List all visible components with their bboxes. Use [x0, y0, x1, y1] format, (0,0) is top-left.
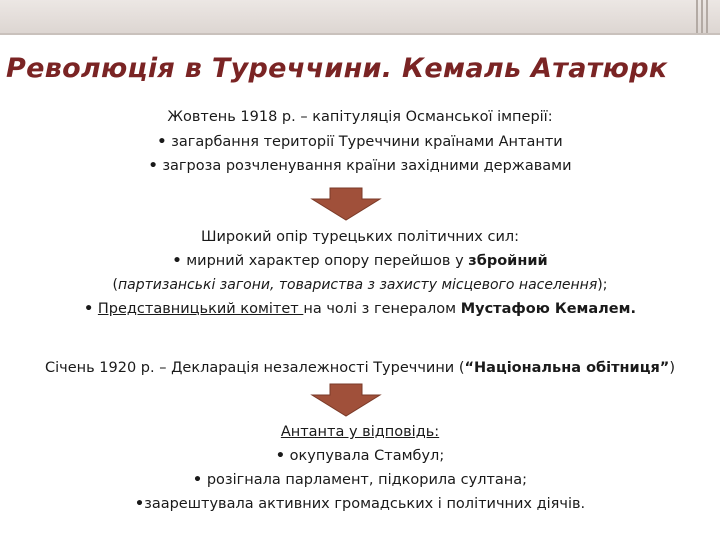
block2-parenthetical-text: партизанські загони, товариства з захисту місцевого населення [118, 277, 598, 293]
block4-item3 [0, 495, 720, 514]
paren-close: ); [597, 277, 608, 293]
slide-header-bar [0, 0, 720, 33]
block1-item2-post: країни західними державами [341, 158, 572, 174]
block2-item1-emphasis: збройний [468, 253, 548, 269]
block2-parenthetical [0, 276, 720, 295]
entente-response-link[interactable]: Антанта у відповідь: [280, 424, 440, 440]
block1-item1 [0, 133, 720, 152]
down-arrow-icon [310, 383, 382, 417]
block2-heading [0, 228, 720, 247]
header-decoration-line [706, 0, 708, 33]
block1-heading-text: Жовтень 1918 р. – капітуляція Османської імперії: [167, 109, 553, 125]
slide-title: Революція в Туреччини. Кемаль Ататюрк [6, 53, 668, 84]
header-decoration-line [696, 0, 698, 33]
block4-item3-text: заарештувала активних громадських і політичних діячів. [144, 496, 586, 512]
block4-heading [0, 423, 720, 442]
bullet-icon: • [157, 134, 167, 150]
block4-item1-text: окупувала Стамбул; [289, 448, 445, 464]
block4-item1 [0, 447, 720, 466]
block3-pre: Січень 1920 р. – Декларація незалежності Туреччини ( [45, 360, 465, 376]
header-decoration-line [701, 0, 703, 33]
down-arrow-icon [310, 187, 382, 221]
bullet-icon: • [148, 158, 158, 174]
block3-post: ) [669, 360, 675, 376]
block3-declaration [0, 359, 720, 378]
block1-item1-text: загарбання території Туреччини країнами Антанти [171, 134, 563, 150]
block2-item2-mid: на чолі з генералом [303, 301, 461, 317]
block1-item2 [0, 157, 720, 176]
block2-item1 [0, 252, 720, 271]
block2-item1-pre: мирний характер опору перейшов у [186, 253, 469, 269]
block4-item2-text: розігнала парламент, підкорила султана; [206, 472, 528, 488]
bullet-icon: • [83, 301, 94, 317]
block1-heading [0, 108, 720, 127]
block3-emphasis: “Національна обітниця” [464, 360, 670, 376]
representative-committee-link[interactable]: Представницький комітет [97, 301, 304, 317]
block1-item2-pre: загроза [162, 158, 226, 174]
header-divider [0, 33, 720, 35]
block2-heading-text: Широкий опір турецьких політичних сил: [200, 229, 520, 245]
bullet-icon: • [134, 496, 145, 512]
block2-item2-emphasis: Мустафою Кемалем. [460, 301, 636, 317]
bullet-icon: • [172, 253, 182, 269]
paren-open: ( [112, 277, 118, 293]
block2-item2 [0, 300, 720, 319]
block1-item2-emphasis: розчленування [225, 158, 342, 174]
bullet-icon: • [275, 448, 286, 464]
block4-item2 [0, 471, 720, 490]
bullet-icon: • [192, 472, 203, 488]
